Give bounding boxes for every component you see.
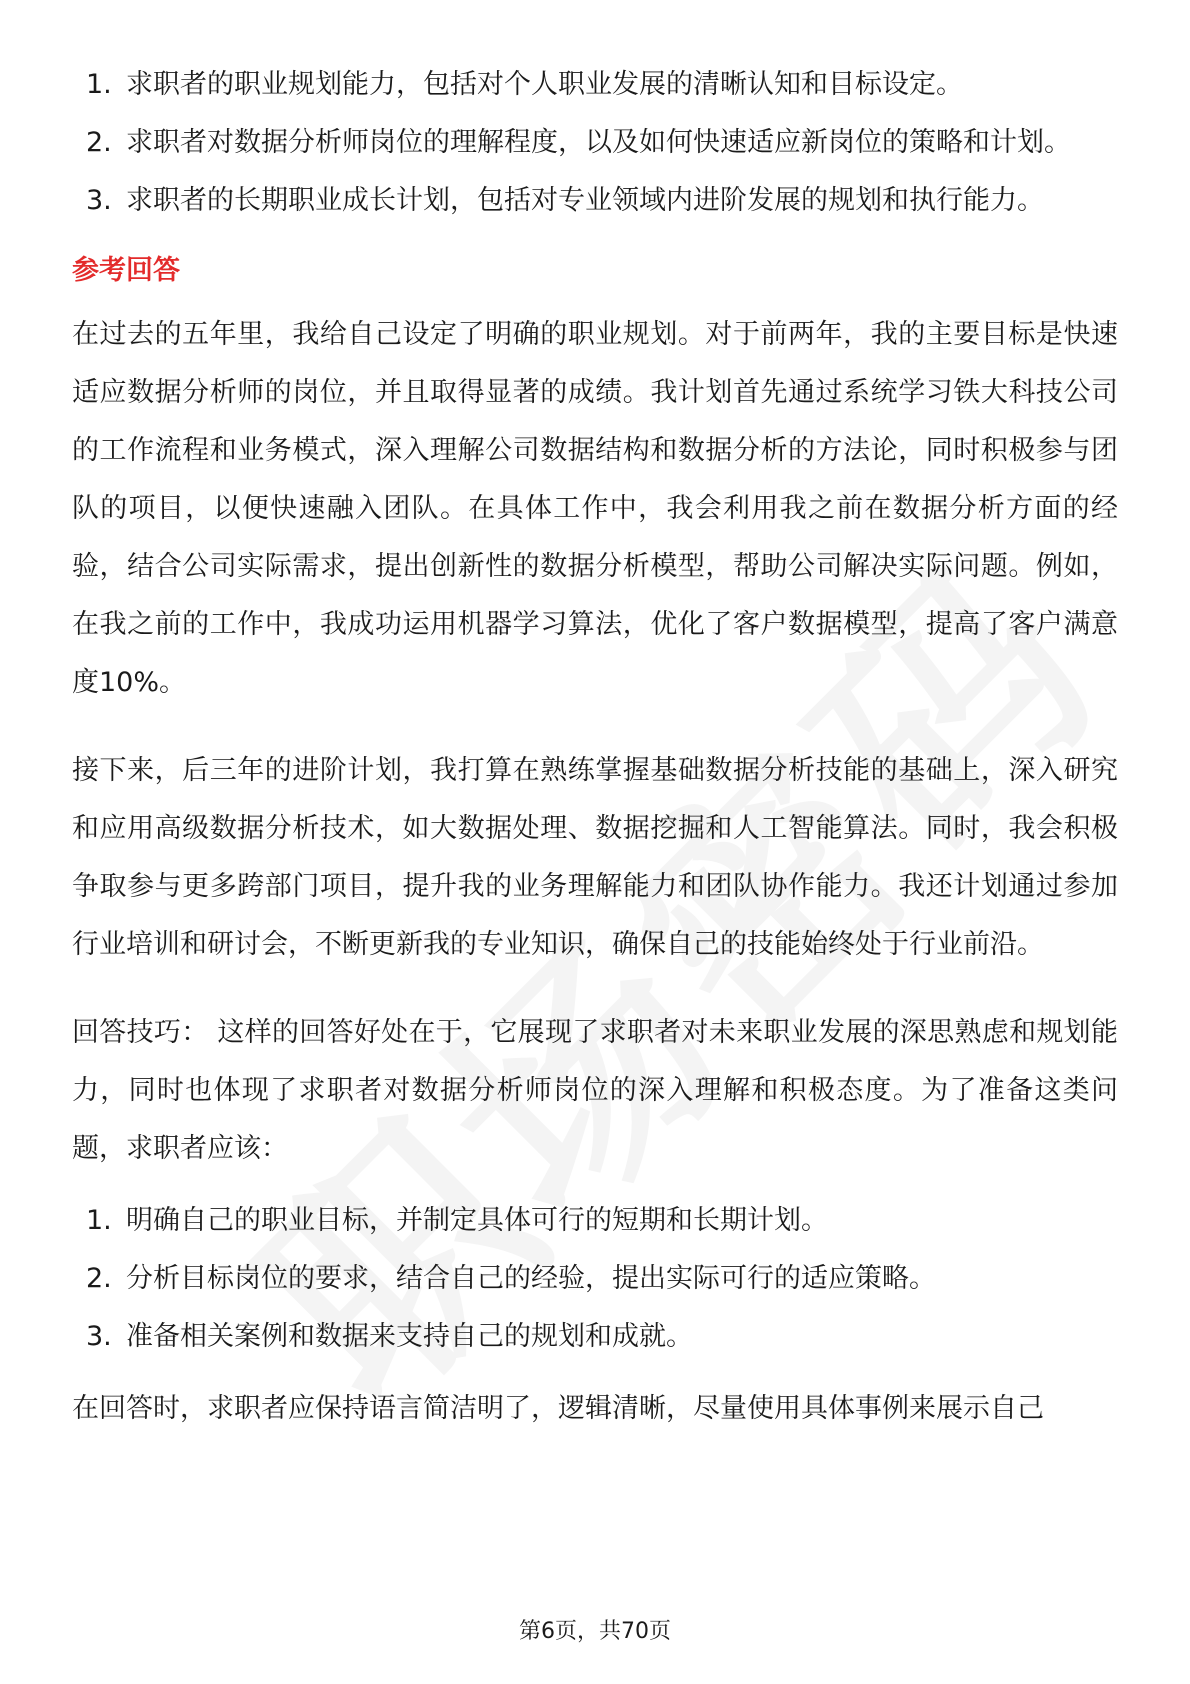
tips-list bbox=[72, 1192, 1118, 1366]
answer-paragraph-1: 在过去的五年里，我给自己设定了明确的职业规划。对于前两年，我的主要目标是快速适应数据分析师的岗位，并且取得显著的成绩。我计划首先通过系统学习铁大科技公司的工作流程和业务模式，深入理解公司数据结构和数据分析的方法论，同时积极参与团队的项目，以便快速融入团队。在具体工作中，我会利用我之前在数据分析方面的经验，结合公司实际需求，提出创新性的数据分析模型，帮助公司解决实际问题。例如，在我之前的工作中，我成功运用机器学习算法，优化了客户数据模型，提高了客户满意度10%。 bbox=[72, 319, 1118, 698]
section-heading: 参考回答 bbox=[72, 255, 180, 286]
list-item bbox=[72, 114, 1118, 172]
list-number: 1. bbox=[86, 1205, 112, 1236]
list-item-text: 分析目标岗位的要求，结合自己的经验，提出实际可行的适应策略。 bbox=[126, 1263, 936, 1294]
list-item bbox=[72, 1250, 1118, 1308]
list-number: 2. bbox=[86, 1263, 112, 1294]
list-item bbox=[72, 56, 1118, 114]
list-item-text: 求职者的职业规划能力，包括对个人职业发展的清晰认知和目标设定。 bbox=[126, 69, 963, 100]
question-points-list bbox=[72, 56, 1118, 230]
document-page bbox=[72, 56, 1118, 1438]
list-item-text: 明确自己的职业目标，并制定具体可行的短期和长期计划。 bbox=[126, 1205, 828, 1236]
list-number: 2. bbox=[86, 127, 112, 158]
list-item bbox=[72, 1192, 1118, 1250]
list-number: 3. bbox=[86, 185, 112, 216]
list-item-text: 求职者的长期职业成长计划，包括对专业领域内进阶发展的规划和执行能力。 bbox=[126, 185, 1044, 216]
list-item-text: 准备相关案例和数据来支持自己的规划和成就。 bbox=[126, 1321, 693, 1352]
list-number: 1. bbox=[86, 69, 112, 100]
list-number: 3. bbox=[86, 1321, 112, 1352]
list-item bbox=[72, 172, 1118, 230]
answer-paragraph-2: 接下来，后三年的进阶计划，我打算在熟练掌握基础数据分析技能的基础上，深入研究和应用高级数据分析技术，如大数据处理、数据挖掘和人工智能算法。同时，我会积极争取参与更多跨部门项目，提升我的业务理解能力和团队协作能力。我还计划通过参加行业培训和研讨会，不断更新我的专业知识，确保自己的技能始终处于行业前沿。 bbox=[72, 755, 1118, 960]
list-item bbox=[72, 1308, 1118, 1366]
page-footer: 第6页，共70页 bbox=[519, 1619, 671, 1644]
list-item-text: 求职者对数据分析师岗位的理解程度，以及如何快速适应新岗位的策略和计划。 bbox=[126, 127, 1071, 158]
closing-paragraph: 在回答时，求职者应保持语言简洁明了，逻辑清晰，尽量使用具体事例来展示自己 bbox=[72, 1393, 1044, 1424]
tips-paragraph: 回答技巧： 这样的回答好处在于，它展现了求职者对未来职业发展的深思熟虑和规划能力，同时也体现了求职者对数据分析师岗位的深入理解和积极态度。为了准备这类问题，求职者应该： bbox=[72, 1017, 1118, 1164]
